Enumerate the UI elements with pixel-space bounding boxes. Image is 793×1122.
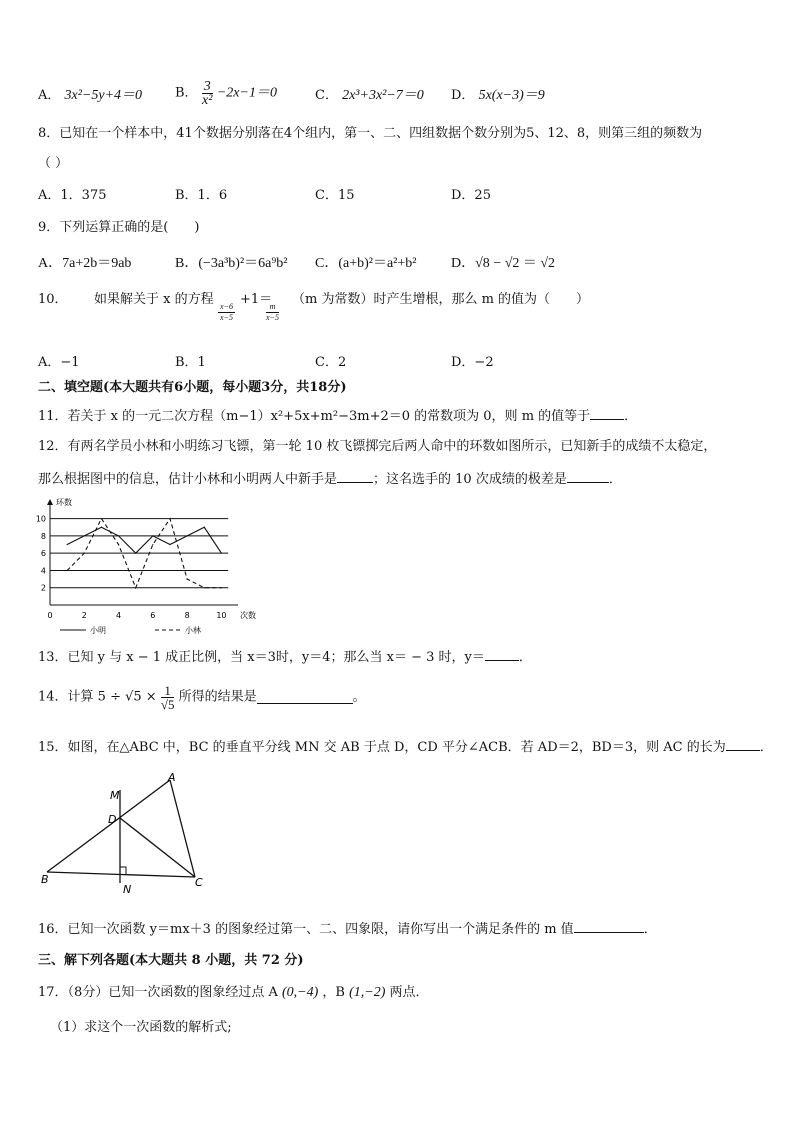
x-tick-6: 6	[150, 611, 156, 620]
q10-plus-one: +1＝	[240, 292, 273, 307]
q15-text: 15．如图，在△ABC 中，BC 的垂直平分线 MN 交 AB 于点 D，CD 平分∠ACB．若 AD＝2，BD＝3，则 AC 的长为	[38, 740, 726, 755]
q10-fraction-1	[218, 302, 235, 323]
x-axis-label: 次数	[240, 611, 256, 620]
q17	[38, 985, 429, 1001]
x-tick-4: 4	[116, 611, 122, 620]
q7-option-a-expr: 3x²−5y+4＝0	[64, 88, 143, 103]
legend-label-xiaoming: 小明	[90, 626, 106, 635]
x-tick-8: 8	[184, 611, 190, 620]
x-tick-2: 2	[81, 611, 87, 620]
y-tick-8: 8	[40, 531, 46, 541]
data-point-xiaolin-2	[84, 553, 85, 554]
q11-answer-blank[interactable]	[590, 407, 624, 420]
label-n: N	[123, 883, 132, 895]
q7-option-b-fraction	[202, 80, 213, 107]
data-point-xiaolin-3	[101, 518, 102, 519]
data-point-xiaolin-6	[152, 544, 153, 545]
data-point-xiaolin-4	[118, 544, 119, 545]
q14-answer-blank[interactable]	[257, 691, 353, 704]
q11-text: 11．若关于 x 的一元二次方程（m−1）x²+5x+m²−3m+2＝0 的常数项为 0，则 m 的值等于	[38, 409, 591, 424]
q12-blank-novice[interactable]	[337, 470, 373, 483]
q10-fraction-2	[266, 302, 279, 323]
q10-frac2-den: x−5	[266, 313, 279, 322]
q7-option-b-rest: −2x−1＝0	[216, 85, 277, 101]
q17-point-b: (1,−2)	[349, 985, 386, 1000]
segment-bc	[47, 872, 195, 877]
q14-post: 所得的结果是	[178, 689, 257, 705]
q7-option-b-num: 3	[203, 79, 211, 94]
data-point-xiaolin-8	[187, 578, 188, 579]
q16-text: 16．已知一次函数 y＝mx＋3 的图象经过第一、二、四象限，请你写出一个满足条件的 m 值	[38, 922, 574, 937]
label-c: C	[195, 876, 203, 889]
data-point-xiaoming-2	[84, 535, 85, 536]
q8-option-a: A．1．375	[38, 188, 107, 203]
y-axis-label: 环数	[56, 498, 72, 507]
q17-mid: ，B	[322, 985, 345, 1000]
q14-frac-den: √5	[160, 697, 175, 712]
data-point-xiaoming-4	[118, 535, 119, 536]
score-line-chart	[30, 495, 260, 635]
q10-number: 10．	[38, 292, 68, 307]
q13-answer-blank[interactable]	[485, 648, 519, 661]
q9-option-a: A．7a+2b＝9ab	[38, 256, 132, 271]
q7-option-b-den: x²	[201, 93, 213, 108]
q14	[38, 684, 366, 711]
data-point-xiaoming-7	[169, 544, 170, 545]
q7-option-c	[315, 88, 424, 104]
q16-answer-blank[interactable]	[574, 920, 644, 933]
q12-line2	[38, 470, 622, 488]
y-tick-4: 4	[40, 566, 46, 576]
q13	[38, 648, 532, 666]
legend-label-xiaolin: 小林	[185, 626, 201, 635]
section-3-heading: 三、解下列各题(本大题共 8 小题，共 72 分)	[38, 953, 304, 968]
q13-end: ．	[518, 650, 532, 665]
q10-frac1-den: x−5	[220, 313, 233, 322]
q10-stem-post: （m 为常数）时产生增根，那么 m 的值为（ ）	[292, 292, 590, 307]
q17-point-a: (0,−4)	[281, 985, 319, 1000]
q14-frac-num: 1	[161, 684, 175, 698]
q7-option-c-label: C．	[315, 88, 338, 103]
q12-line2-mid: ；这名选手的 10 次成绩的极差是	[373, 472, 567, 487]
q15-answer-blank[interactable]	[726, 738, 760, 751]
q12-line1: 12．有两名学员小林和小明练习飞镖，第一轮 10 枚飞镖掷完后两人命中的环数如图所示，已知新手的成绩不太稳定，	[38, 439, 717, 454]
x-tick-0: 0	[47, 611, 53, 620]
y-axis-arrow	[47, 499, 53, 505]
data-point-xiaolin-10	[221, 587, 222, 588]
y-tick-2: 2	[40, 583, 46, 593]
q7-option-c-expr: 2x³+3x²−7＝0	[342, 88, 424, 103]
q8-option-b: B．1．6	[175, 188, 228, 203]
q12-line2-pre: 那么根据图中的信息，估计小林和小明两人中新手是	[38, 472, 338, 487]
data-point-xiaoming-5	[135, 553, 136, 554]
q10-option-a: A．−1	[38, 355, 80, 370]
q9-option-c: C．(a+b)²＝a²+b²	[315, 256, 417, 271]
q8-paren: （ ）	[38, 156, 69, 171]
data-point-xiaoming-1	[67, 544, 68, 545]
q14-end: 。	[352, 689, 366, 705]
segment-dc	[120, 818, 195, 877]
data-point-xiaoming-9	[204, 527, 205, 528]
section-2-heading: 二、填空题(本大题共有6小题，每小题3分，共18分)	[38, 380, 347, 395]
q11-end: ．	[624, 409, 638, 424]
q16	[38, 920, 657, 938]
q17-pre: 17．（8分）已知一次函数的图象经过点 A	[38, 985, 278, 1000]
q15	[38, 738, 773, 756]
q7-option-a	[38, 88, 142, 104]
right-angle-mark	[120, 867, 126, 875]
q9-option-d: D．√8 − √2 ＝ √2	[451, 256, 556, 271]
y-tick-10: 10	[35, 514, 46, 524]
q16-end: ．	[643, 922, 657, 937]
q10-option-b: B．1	[175, 355, 206, 370]
q7-option-b-label: B．	[175, 85, 198, 101]
data-point-xiaoming-10	[221, 553, 222, 554]
q8-option-d: D．25	[451, 188, 491, 203]
y-tick-6: 6	[40, 549, 46, 559]
q12-blank-range[interactable]	[567, 470, 609, 483]
segment-ac	[170, 780, 195, 877]
label-m: M	[110, 789, 120, 802]
q8-option-c: C．15	[315, 188, 355, 203]
q8-stem: 8．已知在一个样本中，41个数据分别落在4个组内，第一、二、四组数据个数分别为5、12、8，则第三组的频数为	[38, 126, 703, 141]
q7-option-b	[175, 80, 277, 107]
q7-option-d-expr: 5x(x−3)＝9	[478, 88, 545, 103]
q9-stem: 9．下列运算正确的是( )	[38, 220, 200, 235]
q7-option-a-label: A．	[38, 88, 61, 103]
q14-pre: 14．计算 5 ÷ √5 ×	[38, 689, 157, 705]
q10-stem-pre: 如果解关于 x 的方程	[94, 292, 214, 307]
segment-ba	[47, 780, 170, 872]
q7-option-d	[451, 88, 545, 104]
q11	[38, 407, 637, 425]
x-tick-10: 10	[216, 611, 227, 620]
label-a: A	[168, 771, 176, 784]
data-point-xiaolin-7	[169, 518, 170, 519]
q12-line2-end: ．	[608, 472, 622, 487]
q17-sub1: （1）求这个一次函数的解析式;	[50, 1020, 232, 1035]
q10-frac2-num: m	[266, 302, 279, 313]
q10-frac1-num: x−6	[220, 302, 233, 311]
q14-fraction	[161, 684, 175, 711]
data-point-xiaolin-1	[67, 570, 68, 571]
triangle-figure	[30, 770, 220, 895]
q9-option-b: B．(−3a³b)²＝6a⁹b²	[175, 256, 288, 271]
q10-option-c: C．2	[315, 355, 347, 370]
data-point-xiaoming-6	[152, 535, 153, 536]
q13-text: 13．已知 y 与 x − 1 成正比例，当 x＝3时，y＝4；那么当 x＝ − 3 时，y＝	[38, 650, 485, 665]
data-point-xiaolin-5	[135, 587, 136, 588]
data-point-xiaoming-8	[187, 535, 188, 536]
q15-end: ．	[759, 740, 773, 755]
q17-post: 两点．	[389, 985, 429, 1000]
q10-option-d: D．−2	[451, 355, 494, 370]
label-b: B	[41, 873, 49, 886]
label-d: D	[108, 813, 117, 826]
q7-option-d-label: D．	[451, 88, 475, 103]
data-point-xiaolin-9	[204, 587, 205, 588]
data-point-xiaoming-3	[101, 527, 102, 528]
